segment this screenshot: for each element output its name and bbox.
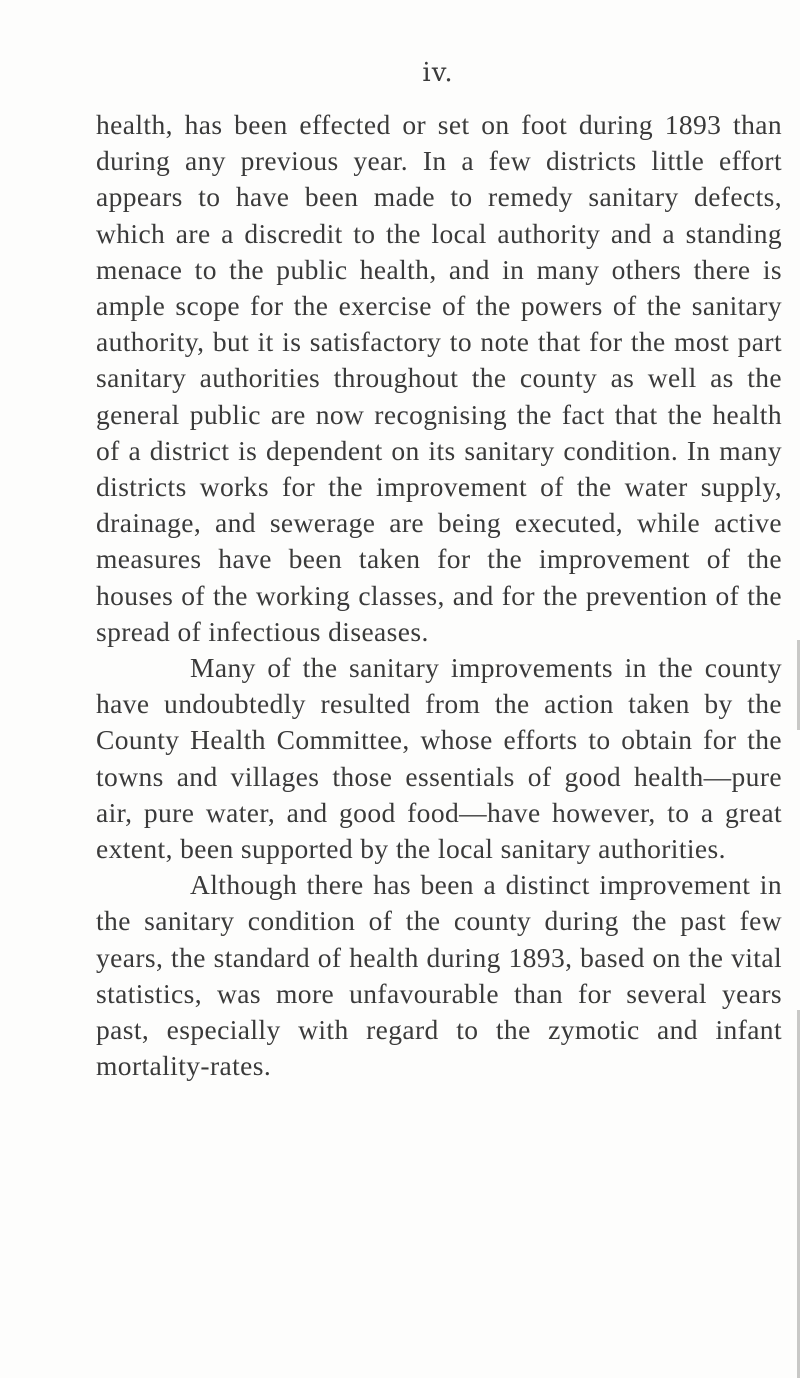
- paragraph-2: Many of the sanitary improvements in the county have undoubtedly resulted from the action taken by the County Health Committee, whose efforts to obtain for the towns and villages those essentials of good health—pure air, pure water, and good food—have however, to a great extent, been supported by the local sanitary authorities.: [96, 652, 782, 865]
- paragraph-1: health, has been effected or set on foot during 1893 than during any previous year. In a few districts little effort appears to have been made to remedy sanitary defects, which are a discredit to the local authority and a standing menace to the public health, and in many others there is ample scope for the exercise of the powers of the sanitary authority, but it is satisfactory to note that for the most part sanitary authorities throughout the county as well as the general public are now recognising the fact that the health of a district is dependent on its sanitary condition. In many districts works for the improvement of the water supply, drainage, and sewerage are being executed, while active measures have been taken for the improvement of the houses of the working classes, and for the prevention of the spread of infectious diseases.: [96, 109, 782, 647]
- page-number: iv.: [422, 58, 454, 88]
- paragraph-3: Although there has been a distinct improvement in the sanitary condition of the county during the past few years, the standard of health during 1893, based on the vital statistics, was more unfavourable than for several years past, especially with regard to the zymotic and infant mortality-rates.: [96, 869, 782, 1082]
- body-text: [96, 107, 782, 1084]
